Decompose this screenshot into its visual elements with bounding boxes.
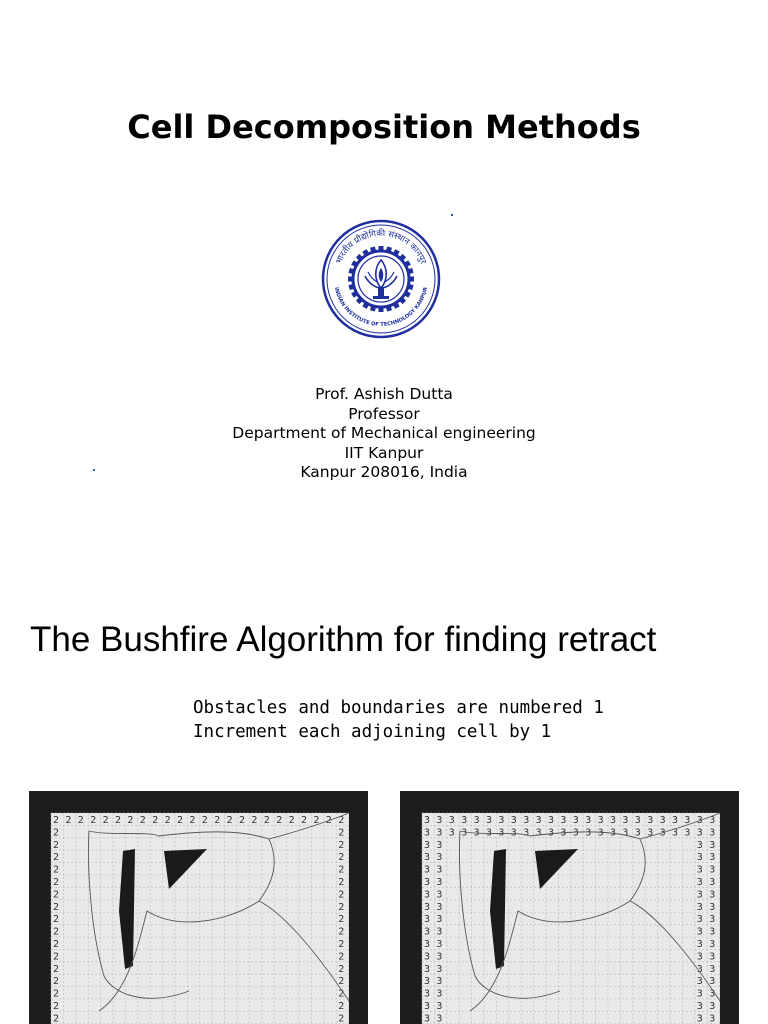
cell-number: 3 <box>510 827 517 839</box>
cell-number: 3 <box>709 1001 716 1012</box>
cell-number: 2 <box>53 839 60 851</box>
cell-number: 2 <box>65 815 72 826</box>
cell-number: 3 <box>696 852 703 864</box>
cell-number: 3 <box>647 815 654 826</box>
cell-number: 3 <box>424 976 431 988</box>
cell-number: 2 <box>226 815 233 826</box>
cell-number: 3 <box>696 914 703 926</box>
cell-number: 3 <box>436 839 443 851</box>
cell-number: 3 <box>436 852 443 864</box>
cell-number: 3 <box>572 827 579 839</box>
cell-number: 3 <box>436 914 443 926</box>
cell-number: 3 <box>709 988 716 1000</box>
cell-number: 3 <box>486 827 493 839</box>
cell-number: 3 <box>696 864 703 876</box>
cell-number: 2 <box>338 926 345 938</box>
algorithm-notes <box>193 696 604 744</box>
cell-number: 3 <box>696 877 703 888</box>
dot-artifact <box>93 469 95 471</box>
cell-number: 3 <box>684 815 691 826</box>
cell-number: 3 <box>424 1013 431 1024</box>
cell-number: 2 <box>338 939 345 950</box>
svg-text:भारतीय प्रौद्योगिकी संस्थान का: भारतीय प्रौद्योगिकी संस्थान कानपुर <box>334 228 428 266</box>
cell-number: 2 <box>53 963 60 975</box>
cell-number: 2 <box>276 815 283 826</box>
cell-number: 2 <box>53 1001 60 1012</box>
cell-number: 3 <box>709 827 716 839</box>
cell-number: 3 <box>424 827 431 839</box>
cell-number: 3 <box>696 963 703 975</box>
cell-number: 3 <box>560 815 567 826</box>
cell-number: 3 <box>696 1013 703 1024</box>
cell-number: 3 <box>523 815 530 826</box>
cell-number: 3 <box>535 815 542 826</box>
cell-number: 2 <box>90 815 97 826</box>
cell-number: 2 <box>53 815 60 826</box>
cell-number: 3 <box>709 877 716 888</box>
cell-number: 3 <box>436 889 443 901</box>
cell-number: 3 <box>548 815 555 826</box>
cell-number: 2 <box>338 815 345 826</box>
cell-number: 3 <box>473 815 480 826</box>
cell-number: 2 <box>53 827 60 839</box>
cell-number: 3 <box>696 939 703 950</box>
cell-number: 3 <box>709 1013 716 1024</box>
cell-number: 3 <box>436 1013 443 1024</box>
cell-number: 2 <box>53 939 60 950</box>
author-block <box>0 385 768 483</box>
cell-number: 3 <box>448 827 455 839</box>
cell-number: 2 <box>263 815 270 826</box>
cell-number: 3 <box>436 963 443 975</box>
cell-number: 3 <box>424 939 431 950</box>
cell-number: 2 <box>288 815 295 826</box>
cell-number: 3 <box>436 939 443 950</box>
cell-number: 3 <box>436 877 443 888</box>
cell-number: 3 <box>498 815 505 826</box>
cell-number: 2 <box>53 864 60 876</box>
cell-number: 2 <box>53 926 60 938</box>
cell-number: 3 <box>696 815 703 826</box>
cell-number: 2 <box>338 976 345 988</box>
cell-number: 3 <box>436 815 443 826</box>
cell-number: 2 <box>338 963 345 975</box>
cell-number: 3 <box>709 939 716 950</box>
cell-number: 3 <box>659 827 666 839</box>
cell-number: 2 <box>53 901 60 913</box>
cell-number: 2 <box>201 815 208 826</box>
bushfire-grid-figure <box>400 791 739 1024</box>
cell-number: 2 <box>189 815 196 826</box>
cell-number: 3 <box>436 976 443 988</box>
cell-number: 3 <box>424 901 431 913</box>
cell-number: 2 <box>139 815 146 826</box>
cell-number: 2 <box>338 914 345 926</box>
cell-number: 3 <box>709 815 716 826</box>
cell-number: 3 <box>709 901 716 913</box>
cell-number: 3 <box>659 815 666 826</box>
cell-number: 2 <box>77 815 84 826</box>
cell-number: 3 <box>424 951 431 963</box>
author-name: Prof. Ashish Dutta <box>315 385 453 403</box>
bushfire-grid-figure <box>29 791 368 1024</box>
cell-number: 2 <box>115 815 122 826</box>
cell-number: 2 <box>164 815 171 826</box>
cell-number: 2 <box>338 951 345 963</box>
cell-number: 2 <box>102 815 109 826</box>
cell-number: 3 <box>709 839 716 851</box>
slide-title: The Bushfire Algorithm for finding retract <box>30 620 657 659</box>
cell-number: 2 <box>53 951 60 963</box>
cell-number: 3 <box>672 815 679 826</box>
cell-number: 3 <box>672 827 679 839</box>
cell-number: 3 <box>709 914 716 926</box>
cell-number: 2 <box>338 864 345 876</box>
cell-number: 3 <box>696 827 703 839</box>
cell-number: 3 <box>622 815 629 826</box>
cell-number: 3 <box>424 988 431 1000</box>
cell-number: 3 <box>696 988 703 1000</box>
cell-number: 2 <box>338 1013 345 1024</box>
cell-number: 2 <box>338 852 345 864</box>
cell-number: 3 <box>696 976 703 988</box>
cell-number: 2 <box>338 1001 345 1012</box>
cell-number: 3 <box>473 827 480 839</box>
cell-number: 3 <box>424 815 431 826</box>
cell-number: 3 <box>560 827 567 839</box>
cell-number: 2 <box>338 889 345 901</box>
cell-number: 2 <box>251 815 258 826</box>
cell-number: 3 <box>424 963 431 975</box>
cell-number: 3 <box>709 926 716 938</box>
cell-number: 3 <box>696 951 703 963</box>
cell-number: 2 <box>53 877 60 888</box>
cell-number: 3 <box>436 926 443 938</box>
cell-number: 3 <box>634 827 641 839</box>
cell-number: 3 <box>448 815 455 826</box>
author-address: Kanpur 208016, India <box>300 463 468 481</box>
cell-number: 2 <box>177 815 184 826</box>
cell-number: 3 <box>696 926 703 938</box>
cell-number: 3 <box>597 815 604 826</box>
cell-number: 3 <box>610 815 617 826</box>
cell-number: 3 <box>696 889 703 901</box>
author-department: Department of Mechanical engineering <box>232 424 536 442</box>
svg-text:INDIAN INSTITUTE OF TECHNOLOGY: INDIAN INSTITUTE OF TECHNOLOGY KANPUR <box>332 286 430 329</box>
cell-number: 2 <box>53 914 60 926</box>
cell-number: 2 <box>301 815 308 826</box>
institute-seal-logo <box>320 218 442 340</box>
cell-number: 2 <box>313 815 320 826</box>
cell-number: 3 <box>461 827 468 839</box>
cell-number: 3 <box>436 951 443 963</box>
cell-number: 2 <box>338 839 345 851</box>
cell-number: 3 <box>709 976 716 988</box>
cell-number: 3 <box>424 889 431 901</box>
cell-number: 3 <box>523 827 530 839</box>
cell-number: 3 <box>436 901 443 913</box>
cell-number: 2 <box>338 988 345 1000</box>
cell-number: 3 <box>709 889 716 901</box>
cell-number: 3 <box>436 864 443 876</box>
cell-number: 3 <box>634 815 641 826</box>
cell-number: 2 <box>338 901 345 913</box>
cell-number: 3 <box>597 827 604 839</box>
cell-number: 3 <box>461 815 468 826</box>
cell-number: 3 <box>436 827 443 839</box>
cell-number: 3 <box>424 852 431 864</box>
author-institute: IIT Kanpur <box>344 443 424 462</box>
dot-artifact <box>451 214 453 216</box>
cell-number: 3 <box>510 815 517 826</box>
grid-photo-step-3 <box>400 791 739 1024</box>
cell-number: 2 <box>152 815 159 826</box>
cell-number: 3 <box>572 815 579 826</box>
cell-number: 3 <box>709 963 716 975</box>
cell-number: 3 <box>709 852 716 864</box>
cell-number: 3 <box>486 815 493 826</box>
cell-number: 3 <box>696 1001 703 1012</box>
author-position: Professor <box>348 404 420 423</box>
cell-number: 2 <box>53 852 60 864</box>
cell-number: 3 <box>535 827 542 839</box>
cell-number: 3 <box>498 827 505 839</box>
cell-number: 2 <box>239 815 246 826</box>
cell-number: 3 <box>696 839 703 851</box>
note-line: Obstacles and boundaries are numbered 1 <box>193 698 604 718</box>
cell-number: 2 <box>53 988 60 1000</box>
cell-number: 3 <box>647 827 654 839</box>
cell-number: 3 <box>424 877 431 888</box>
note-line: Increment each adjoining cell by 1 <box>193 722 552 742</box>
cell-number: 3 <box>610 827 617 839</box>
cell-number: 3 <box>684 827 691 839</box>
slide-title: Cell Decomposition Methods <box>127 108 641 146</box>
cell-number: 2 <box>53 1013 60 1024</box>
cell-number: 2 <box>325 815 332 826</box>
cell-number: 2 <box>127 815 134 826</box>
cell-number: 2 <box>53 889 60 901</box>
cell-number: 3 <box>696 901 703 913</box>
cell-number: 3 <box>424 1001 431 1012</box>
cell-number: 3 <box>585 827 592 839</box>
cell-number: 2 <box>214 815 221 826</box>
cell-number: 2 <box>338 877 345 888</box>
cell-number: 3 <box>585 815 592 826</box>
cell-number: 3 <box>424 864 431 876</box>
cell-number: 2 <box>53 976 60 988</box>
cell-number: 3 <box>424 926 431 938</box>
cell-number: 3 <box>709 951 716 963</box>
cell-number: 3 <box>709 864 716 876</box>
cell-number: 3 <box>424 839 431 851</box>
cell-number: 3 <box>436 1001 443 1012</box>
grid-photo-step-2 <box>29 791 368 1024</box>
cell-number: 3 <box>548 827 555 839</box>
cell-number: 2 <box>338 827 345 839</box>
cell-number: 3 <box>424 914 431 926</box>
cell-number: 3 <box>622 827 629 839</box>
cell-number: 3 <box>436 988 443 1000</box>
